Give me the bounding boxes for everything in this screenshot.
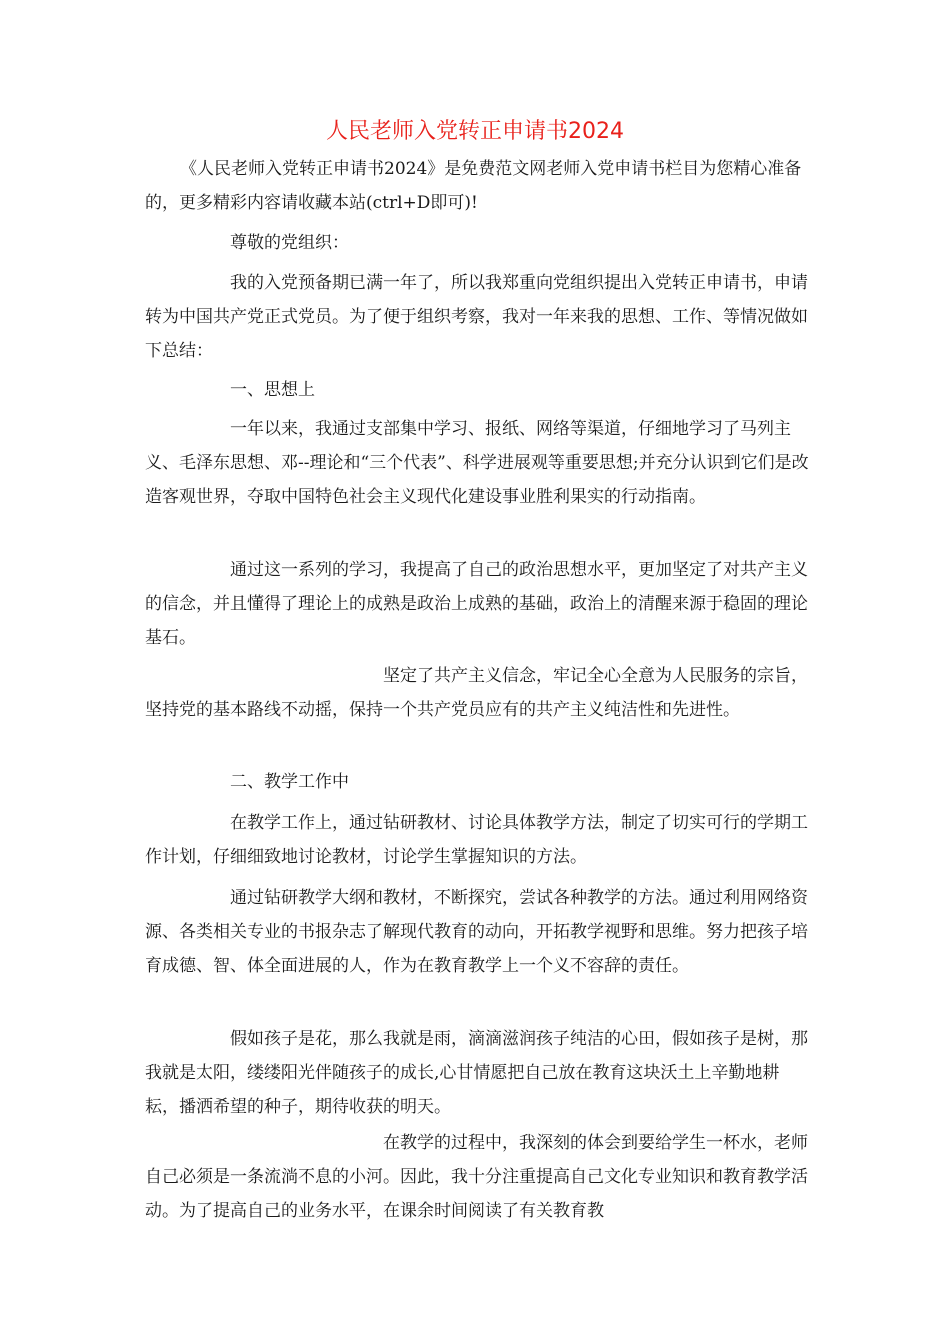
body-paragraph: 坚定了共产主义信念，牢记全心全意为人民服务的宗旨，坚持党的基本路线不动摇，保持一个共产党员应有的共产主义纯洁性和先进性。 [145, 666, 808, 720]
body-paragraph: 通过钻研教学大纲和教材，不断探究，尝试各种教学的方法。通过利用网络资源、各类相关专业的书报杂志了解现代教育的动向，开拓教学视野和思维。努力把孩子培育成德、智、体全面进展的人，作为在教育教学上一个义不容辞的责任。 [145, 888, 808, 976]
intro-paragraph: 《人民老师入党转正申请书2024》是免费范文网老师入党申请书栏目为您精心准备的，更多精彩内容请收藏本站(ctrl+D即可)! [145, 159, 802, 213]
body-paragraph: 在教学的过程中，我深刻的体会到要给学生一杯水，老师自己必须是一条流淌不息的小河。因此，我十分注重提高自己文化专业知识和教育教学活动。为了提高自己的业务水平，在课余时间阅读了有关教育教 [145, 1133, 808, 1221]
section-heading-thought: 一、思想上 [230, 380, 315, 400]
body-paragraph: 通过这一系列的学习，我提高了自己的政治思想水平，更加坚定了对共产主义的信念，并且懂得了理论上的成熟是政治上成熟的基础，政治上的清醒来源于稳固的理论基石。 [145, 560, 808, 648]
body-paragraph: 假如孩子是花，那么我就是雨，滴滴滋润孩子纯洁的心田，假如孩子是树，那我就是太阳，缕缕阳光伴随孩子的成长,心甘情愿把自己放在教育这块沃土上辛勤地耕耘，播洒希望的种子，期待收获的明天。 [145, 1029, 808, 1117]
body-paragraph: 我的入党预备期已满一年了，所以我郑重向党组织提出入党转正申请书，申请转为中国共产党正式党员。为了便于组织考察，我对一年来我的思想、工作、等情况做如下总结： [145, 273, 808, 361]
body-paragraph: 一年以来，我通过支部集中学习、报纸、网络等渠道，仔细地学习了马列主义、毛泽东思想、邓--理论和“三个代表”、科学进展观等重要思想;并充分认识到它们是改造客观世界，夺取中国特色社会主义现代化建设事业胜利果实的行动指南。 [145, 419, 809, 507]
body-paragraph: 在教学工作上，通过钻研教材、讨论具体教学方法，制定了切实可行的学期工作计划，仔细细致地讨论教材，讨论学生掌握知识的方法。 [145, 813, 808, 867]
document-title: 人民老师入党转正申请书2024 [326, 119, 624, 144]
section-heading-teaching: 二、教学工作中 [230, 772, 349, 792]
salutation: 尊敬的党组织： [230, 233, 349, 253]
